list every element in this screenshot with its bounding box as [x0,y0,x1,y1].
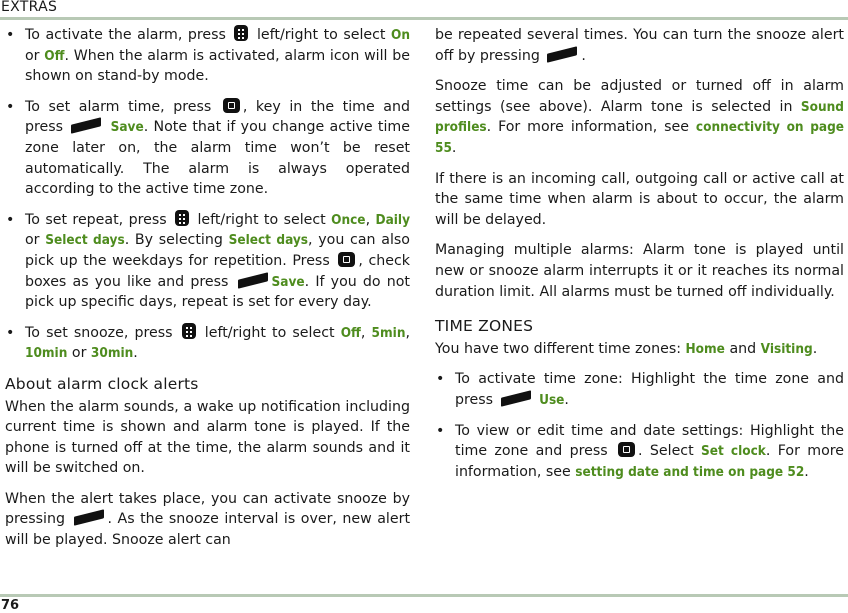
keyword: Home [685,340,725,357]
right-column [435,25,844,492]
page-header [0,0,848,18]
keyword: 30min [90,345,134,362]
paragraph: be repeated several times. You can turn the snooze alert off by pressing . [435,27,844,64]
list-item: • To set repeat, press left/right to select Once, Daily or Select days. By selecting Select days, you can also pick up the weekdays for repetition. Press , check boxes as you like and press Save. If you do not pick up specific days, repeat is set for every day. [5,210,410,313]
center-select-key-icon [618,442,635,457]
header-rule [0,17,848,20]
softkey-icon [238,272,268,288]
keyword: Save [271,273,305,290]
keyword: Off [44,47,65,64]
paragraph: When the alert takes place, you can activate snooze by pressing . As the snooze interval is over, new alert will be played. Snooze alert can [5,490,411,549]
keyword: Once [331,211,366,228]
alarm-settings-list [5,25,410,364]
keyword: Select days [45,232,125,249]
softkey-icon [547,46,577,62]
center-select-key-icon [223,98,240,113]
keyword: 5min [371,324,406,341]
keyword: 10min [25,345,68,362]
softkey-icon [74,510,104,526]
keyword: Use [539,391,565,408]
paragraph: If there is an incoming call, outgoing call or active call at the same time when alarm is about to occur, the alarm will be delayed. [435,170,844,228]
paragraph: Managing multiple alarms: Alarm tone is played until new or snooze alarm interrupts it or it reaches its normal duration limit. All alarms must be turned off individually. [435,242,844,300]
section-title: EXTRAS [1,0,58,15]
keyword: Select days [228,232,309,249]
paragraph: You have two different time zones: Home and Visiting. [435,340,818,357]
list-item: • To activate time zone: Highlight the time zone and press Use. [435,369,844,410]
keyword: Sound profiles [435,98,844,136]
paragraph: Snooze time can be adjusted or turned off in alarm settings (see above). Alarm tone is selected in Sound profiles. For more information, see connectivity on page 55. [435,78,845,156]
navigation-key-icon [175,210,189,226]
list-item: • To activate the alarm, press left/right to select On or Off. When the alarm is activated, alarm icon will be shown on stand-by mode. [5,25,410,87]
footer-rule [0,594,848,597]
softkey-icon [71,118,101,134]
keyword: Off [340,324,361,341]
section-heading: TIME ZONES [435,317,534,336]
list-item: • To view or edit time and date settings: Highlight the time zone and press . Select Set clock. For more information, see setting date and time on page 52. [435,421,844,483]
softkey-icon [501,390,531,406]
paragraph: When the alarm sounds, a wake up notification including current time is shown and alarm tone is played. If the phone is turned off at the time, the alarm sounds and it will be switched on. [5,398,410,477]
left-column [5,25,410,561]
center-select-key-icon [338,252,355,267]
cross-reference-link[interactable]: setting date and time on page 52 [575,463,805,480]
cross-reference-link[interactable]: connectivity on page 55 [435,119,845,156]
list-item: • To set snooze, press left/right to select Off, 5min, 10min or 30min. [5,323,410,364]
keyword: Save [110,119,144,136]
time-zone-list [435,369,844,482]
navigation-key-icon [234,25,248,41]
navigation-key-icon [182,323,196,339]
keyword: Visiting [760,340,813,357]
section-heading: About alarm clock alerts [5,374,199,393]
keyword: Daily [375,211,410,228]
page-number: 76 [1,598,20,613]
keyword: Set clock [701,443,766,460]
keyword: On [391,27,410,43]
list-item: • To set alarm time, press , key in the time and press Save. Note that if you change active time zone later on, the alarm time won’t be reset automatically. The alarm is always operated according to the active time zone. [5,97,410,200]
